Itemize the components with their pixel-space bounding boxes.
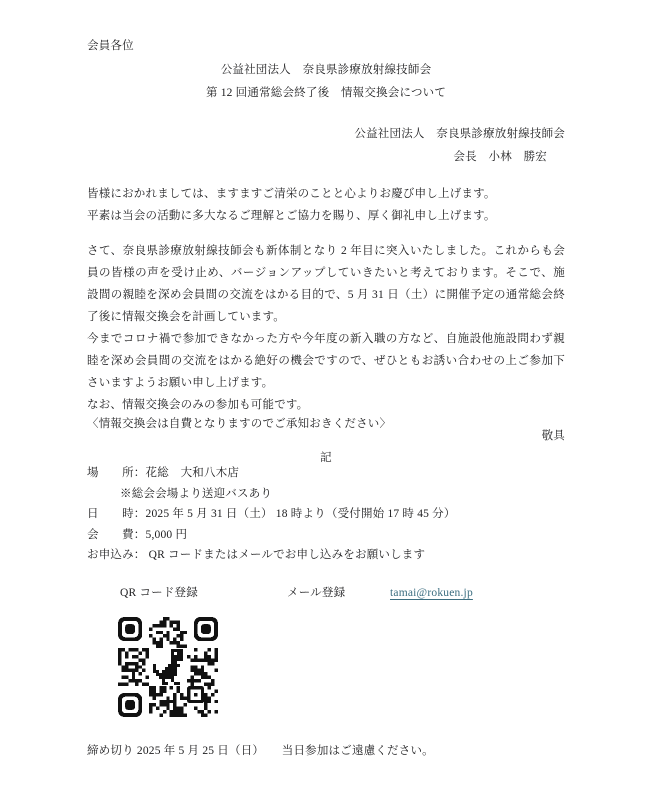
body-line-4: 了後に情報交換会を計画しています。 xyxy=(87,311,285,323)
deadline-line: 締め切り 2025 年 5 月 25 日（日） 当日参加はご遠慮ください。 xyxy=(87,745,434,757)
body-line-8: なお、情報交換会のみの参加も可能です。 xyxy=(87,399,309,411)
qr-code-image xyxy=(118,617,218,717)
mail-register-label: メール登録 xyxy=(287,587,346,599)
detail-fee: 会 費：5,000 円 xyxy=(87,529,188,541)
sender-org: 公益社団法人 奈良県診療放射線技師会 xyxy=(354,128,565,140)
record-mark: 記 xyxy=(320,452,332,464)
body-line-9: 〈情報交換会は自費となりますのでご承知おきください〉 xyxy=(87,418,392,430)
recipient-line: 会員各位 xyxy=(87,40,134,52)
body-line-6: 睦を深め会員間の交流をはかる絶好の機会ですので、ぜひともお誘い合わせの上ご参加下 xyxy=(87,355,565,367)
email-link[interactable]: tamai@rokuen.jp xyxy=(390,587,473,599)
body-line-2: 員の皆様の声を受け止め、バージョンアップしていきたいと考えております。そこで、施 xyxy=(87,267,565,279)
sender-president: 会長 小林 勝宏 xyxy=(453,151,547,163)
detail-apply: お申込み： QR コードまたはメールでお申し込みをお願いします xyxy=(87,549,426,561)
detail-place: 場 所：花総 大和八木店 xyxy=(87,467,240,479)
body-line-5: 今までコロナ禍で参加できなかった方や今年度の新入職の方など、自施設他施設問わず親 xyxy=(87,333,565,345)
registration-row xyxy=(87,585,565,601)
closing-respectfully: 敬具 xyxy=(541,430,565,442)
document-title: 公益社団法人 奈良県診療放射線技師会 xyxy=(220,64,432,76)
greeting-line-2: 平素は当会の活動に多大なるご理解とご協力を賜り、厚く御礼申し上げます。 xyxy=(87,210,496,222)
body-line-3: 設間の親睦を深め会員間の交流をはかる目的で、5 月 31 日（土）に開催予定の通常総会終 xyxy=(87,289,565,301)
greeting-line-1: 皆様におかれましては、ますますご清栄のことと心よりお慶び申し上げます。 xyxy=(87,188,496,200)
body-line-1: さて、奈良県診療放射線技師会も新体制となり 2 年目に突入いたしました。これからも会 xyxy=(87,245,565,257)
detail-bus-note: ※総会会場より送迎バスあり xyxy=(120,488,273,500)
body-line-7: さいますようお願い申し上げます。 xyxy=(87,377,274,389)
qr-register-label: QR コード登録 xyxy=(120,587,198,599)
document-subject: 第 12 回通常総会終了後 情報交換会について xyxy=(205,87,447,99)
detail-datetime: 日 時：2025 年 5 月 31 日（土） 18 時より（受付開始 17 時 45 分） xyxy=(87,508,456,520)
